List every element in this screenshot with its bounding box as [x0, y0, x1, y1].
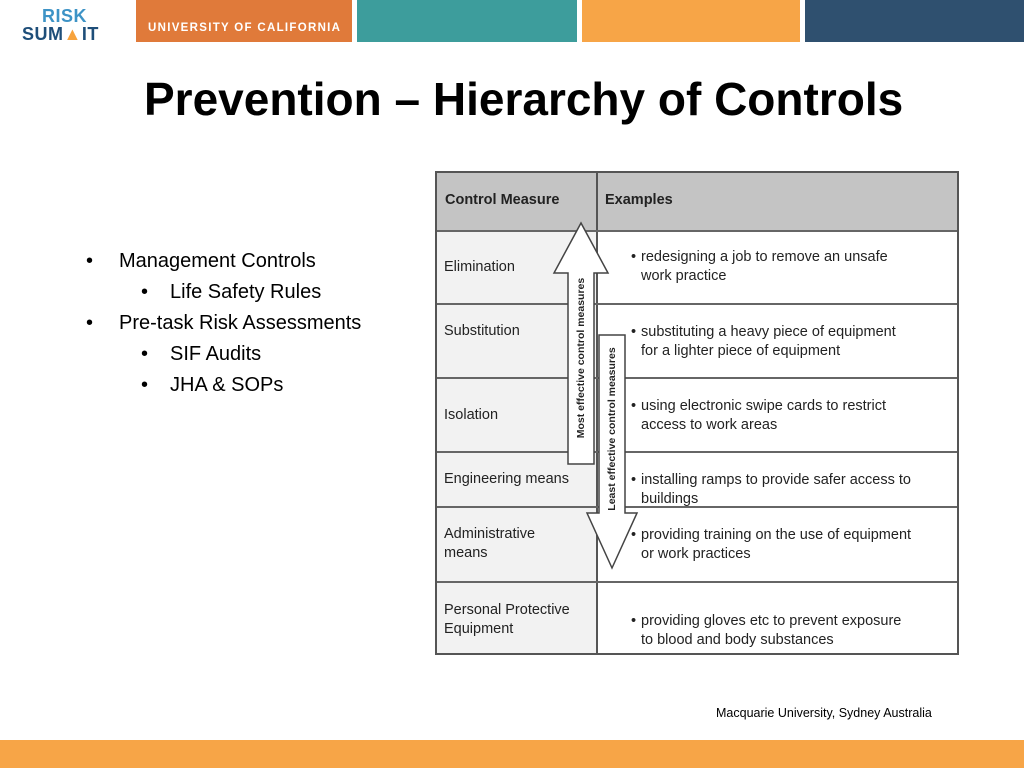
header-bar-yellow	[582, 0, 800, 42]
bullet-text: Life Safety Rules	[170, 281, 322, 303]
example-cell: or work practices	[641, 546, 751, 562]
footer-bar	[0, 740, 1024, 768]
header-bar-teal	[357, 0, 577, 42]
example-cell: • redesigning a job to remove an unsafe	[631, 249, 888, 265]
bullet-dot: •	[86, 312, 94, 334]
bullet-dot: •	[86, 250, 94, 272]
example-cell: buildings	[641, 491, 699, 507]
example-cell: work practice	[641, 268, 727, 284]
header-control-measure: Control Measure	[445, 192, 560, 208]
slide-title: Prevention – Hierarchy of Controls	[144, 73, 904, 125]
banner-text: UNIVERSITY OF CALIFORNIA	[148, 22, 342, 34]
bullet-text: Pre-task Risk Assessments	[119, 312, 362, 334]
measure-cell: Equipment	[444, 621, 514, 637]
header-bar-orange	[136, 0, 352, 42]
bullet-dot: •	[141, 343, 149, 365]
example-cell: to blood and body substances	[641, 632, 834, 648]
bullet-text: JHA & SOPs	[170, 374, 284, 396]
measure-cell: Isolation	[444, 407, 499, 423]
measure-cell: Engineering means	[444, 471, 569, 487]
measure-cell: Substitution	[444, 323, 520, 339]
example-cell: • installing ramps to provide safer access to	[631, 472, 911, 488]
arrow-down-label: Least effective control measures	[606, 347, 618, 511]
logo-text-summit: SUM▲IT	[22, 24, 99, 44]
example-cell: • substituting a heavy piece of equipment	[631, 324, 896, 340]
measure-cell: Administrative	[444, 526, 536, 542]
measure-cell: Personal Protective	[444, 602, 570, 618]
bullet-dot: •	[141, 281, 149, 303]
bullet-dot: •	[141, 374, 149, 396]
hierarchy-table	[435, 171, 959, 655]
example-cell: • providing gloves etc to prevent exposure	[631, 613, 902, 629]
bullet-text: Management Controls	[119, 250, 316, 272]
measure-cell: Elimination	[444, 259, 515, 275]
example-cell: access to work areas	[641, 417, 778, 433]
risk-summit-logo	[22, 6, 122, 44]
example-cell: for a lighter piece of equipment	[641, 343, 841, 359]
logo-mountain-icon: ▲	[63, 24, 82, 44]
header-examples: Examples	[605, 192, 673, 208]
logo-text-risk: RISK	[42, 6, 88, 26]
source-credit: Macquarie University, Sydney Australia	[716, 706, 932, 720]
bullet-text: SIF Audits	[170, 343, 262, 365]
effectiveness-arrows	[437, 173, 961, 657]
arrow-up-label: Most effective control measures	[575, 277, 587, 439]
measure-cell: means	[444, 545, 488, 561]
example-cell: • using electronic swipe cards to restrict	[631, 398, 886, 414]
header-bar-navy	[805, 0, 1024, 42]
example-cell: • providing training on the use of equipment	[631, 527, 912, 543]
